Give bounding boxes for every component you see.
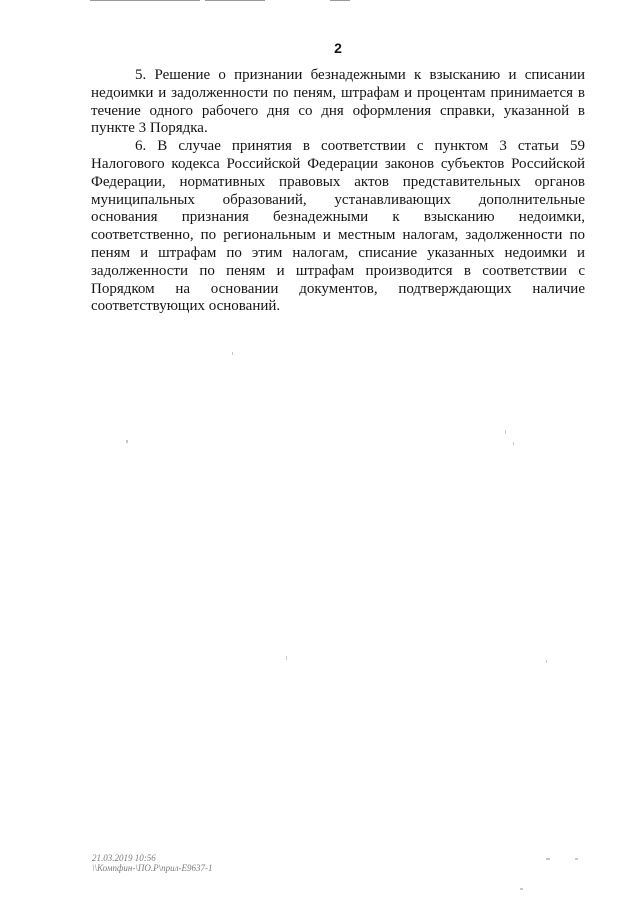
document-body: [91, 67, 585, 316]
text-line: Федерации, нормативных правовых актов представительных органов: [91, 173, 585, 190]
text-line: соответствующих оснований.: [91, 298, 281, 315]
text-line: пеням и штрафам по этим налогам, списание указанных недоимки и: [91, 244, 585, 261]
scan-speck: [546, 858, 550, 860]
scan-speck: [546, 660, 547, 663]
text-line: Налогового кодекса Российской Федерации законов субъектов Российской: [91, 155, 585, 172]
text-line: основания признания безнадежными к взысканию недоимки,: [91, 209, 585, 226]
text-line: задолженности по пеням и штрафам производится в соответствии с: [91, 262, 585, 279]
scan-edge-line: [205, 0, 265, 1]
scan-speck: [575, 858, 578, 860]
paragraph-5: [91, 67, 585, 138]
footer-timestamp: 21.03.2019 10:56: [92, 853, 156, 863]
scan-speck: [505, 430, 506, 434]
text-line: Порядком на основании документов, подтверждающих наличие: [91, 280, 585, 297]
scan-speck: [520, 888, 523, 890]
document-footer: [92, 853, 213, 873]
text-line: течение одного рабочего дня со дня оформления справки, указанной в: [91, 102, 585, 119]
page-number: 2: [334, 40, 342, 56]
paragraph-6: [91, 138, 585, 316]
scan-edge-line: [330, 0, 350, 1]
scan-speck: [232, 352, 233, 355]
scan-speck: [513, 442, 514, 445]
footer-file-path: \\Компфин-\ПО.Р\прил-E9637-1: [92, 863, 213, 873]
text-line: соответственно, по региональным и местным налогам, задолженности по: [91, 227, 585, 244]
text-line: недоимки и задолженности по пеням, штрафам и процентам принимается в: [91, 84, 585, 101]
text-line: муниципальных образований, устанавливающих дополнительные: [91, 191, 585, 208]
scan-edge-line: [90, 0, 200, 1]
scan-speck: [286, 656, 287, 660]
text-line: 5. Решение о признании безнадежными к взысканию и списании: [135, 67, 585, 83]
text-line: 6. В случае принятия в соответствии с пунктом 3 статьи 59: [135, 138, 585, 155]
text-line: пункте 3 Порядка.: [91, 120, 208, 137]
scan-speck: [126, 440, 128, 443]
